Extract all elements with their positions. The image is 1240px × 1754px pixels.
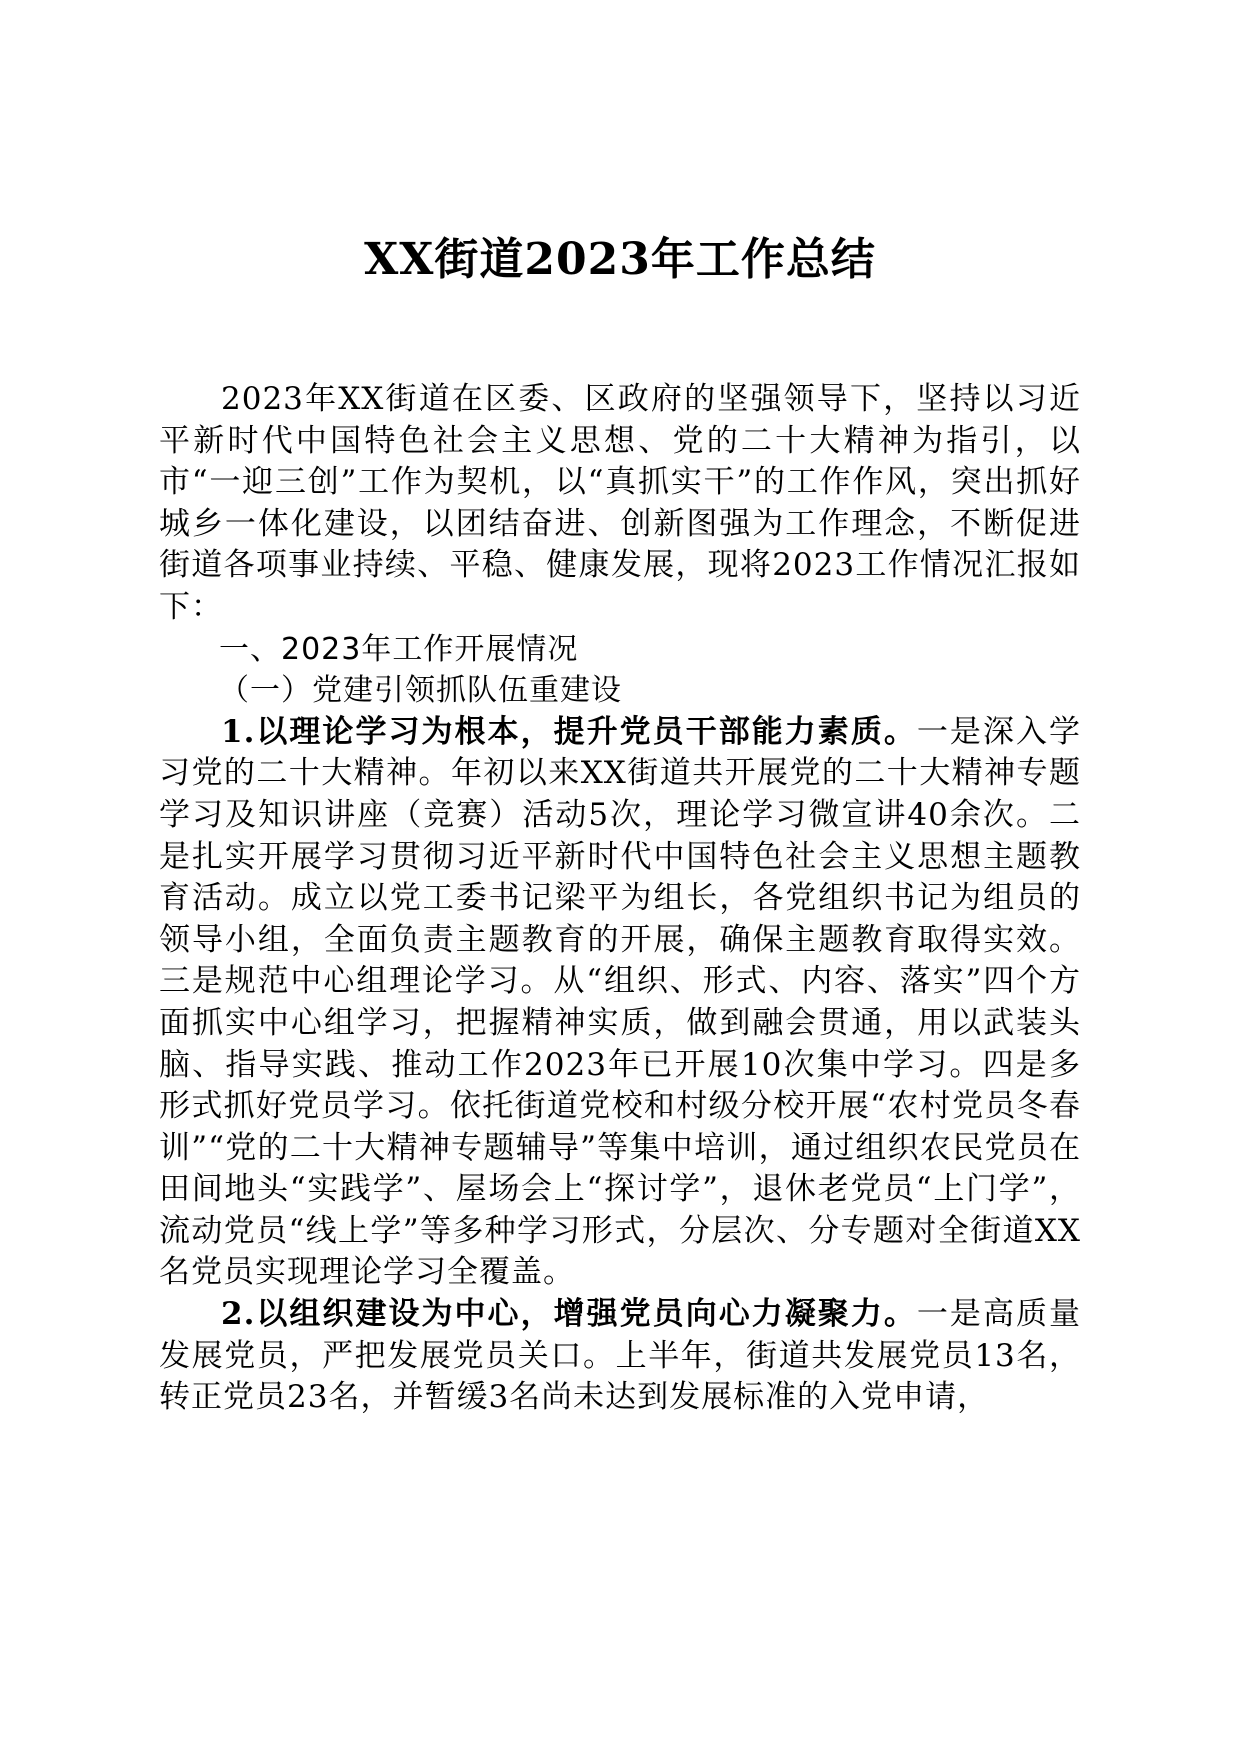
document-title: XX街道2023年工作总结 [364,234,876,285]
document-body [159,379,1081,1419]
item-1-paragraph [159,712,1081,1294]
intro-paragraph: 2023年XX街道在区委、区政府的坚强领导下，坚持以习近平新时代中国特色社会主义思想、党的二十大精神为指引，以市“一迎三创”工作为契机，以“真抓实干”的工作作风，突出抓好城乡一体化建设，以团结奋进、创新图强为工作理念，不断促进街道各项事业持续、平稳、健康发展，现将2023工作情况汇报如下： [159,381,1081,625]
subsection-heading: （一）党建引领抓队伍重建设 [219,673,622,709]
item-2-text: 一是高质量发展党员，严把发展党员关口。上半年，街道共发展党员13名，转正党员23名，并暂缓3名尚未达到发展标准的入党申请， [159,1296,1081,1416]
item-2-lead: 2.以组织建设为中心，增强党员向心力凝聚力。 [221,1296,917,1333]
item-1-text: 一是深入学习党的二十大精神。年初以来XX街道共开展党的二十大精神专题学习及知识讲座（竞赛）活动5次，理论学习微宣讲40余次。二是扎实开展学习贯彻习近平新时代中国特色社会主义思想主题教育活动。成立以党工委书记梁平为组长，各党组织书记为组员的领导小组，全面负责主题教育的开展，确保主题教育取得实效。三是规范中心组理论学习。从“组织、形式、内容、落实”四个方面抓实中心组学习，把握精神实质，做到融会贯通，用以武装头脑、指导实践、推动工作2023年已开展10次集中学习。四是多形式抓好党员学习。依托街道党校和村级分校开展“农村党员冬春训”“党的二十大精神专题辅导”等集中培训，通过组织农民党员在田间地头“实践学”、屋场会上“探讨学”，退休老党员“上门学”，流动党员“线上学”等多种学习形式，分层次、分专题对全街道XX名党员实现理论学习全覆盖。 [159,713,1081,1291]
section-heading: 一、2023年工作开展情况 [219,631,579,667]
item-2-paragraph [159,1294,1081,1419]
item-1-lead: 1.以理论学习为根本，提升党员干部能力素质。 [221,713,917,750]
